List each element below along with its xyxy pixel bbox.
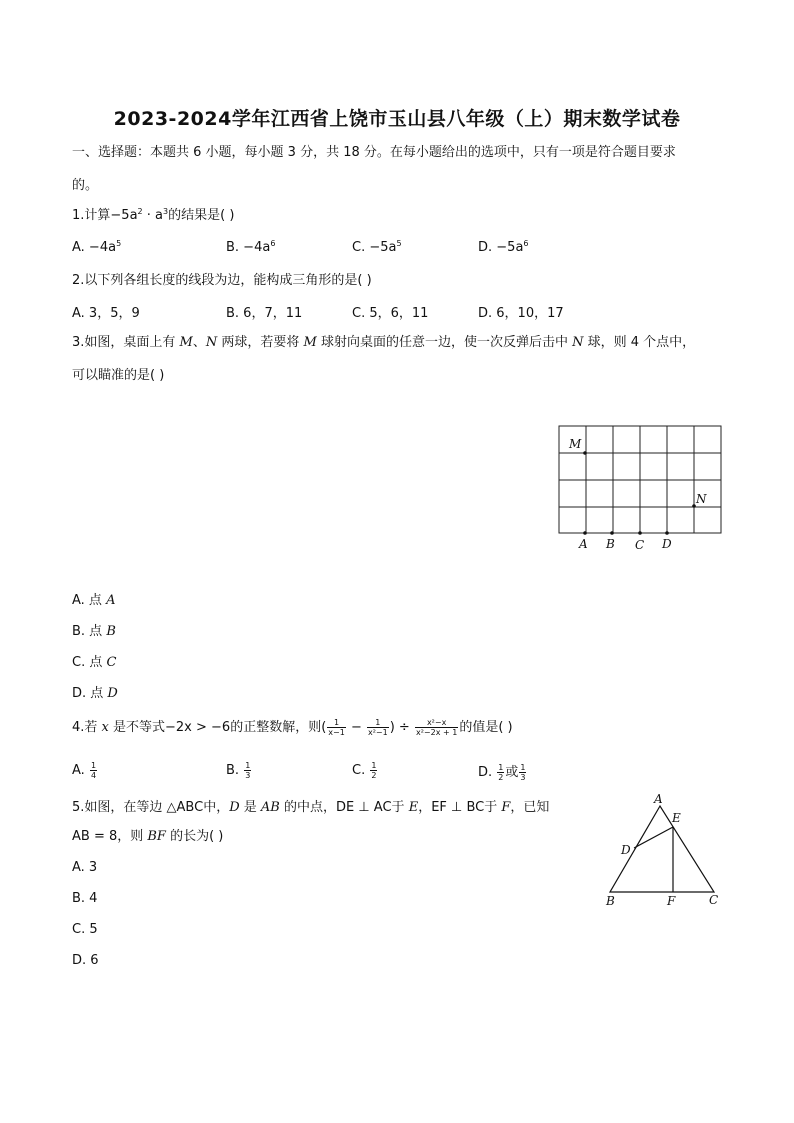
- label-a: A: [579, 537, 588, 551]
- q5-option-c[interactable]: C. 5: [72, 922, 98, 937]
- q3-option-c[interactable]: C. 点 C: [72, 655, 117, 670]
- section-one-heading: 一、选择题：本题共 6 小题，每小题 3 分，共 18 分。在每小题给出的选项中，只有一项是符合题目要求: [72, 145, 676, 160]
- q4-option-c[interactable]: C. $\frac{1}{2}$: [352, 761, 377, 780]
- point-d: [665, 531, 669, 535]
- point-c: [638, 531, 642, 535]
- q1-option-d[interactable]: D. $-5a^6$: [478, 239, 529, 255]
- question-3-cont: 可以瞄准的是( ): [72, 368, 165, 383]
- label-m: M: [569, 437, 582, 451]
- q4-option-d[interactable]: D. $\frac{1}{2}$ 或 $\frac{1}{3}$: [478, 763, 526, 782]
- label-b: B: [606, 537, 615, 551]
- segment-de: [634, 827, 673, 848]
- grid-lines: [559, 426, 721, 533]
- q4-option-b[interactable]: B. $\frac{1}{3}$: [226, 761, 251, 780]
- q3-option-a[interactable]: A. 点 A: [72, 593, 116, 608]
- label-e: E: [672, 811, 681, 825]
- label-f: F: [667, 894, 676, 908]
- question-4: 4.若 x 是不等式−2x > −6的正整数解，则( $\frac{1}{x-1}$ − $\frac{1}{\text{x²−1}}$ ) ÷ $\frac{\text{x²−x}}{\text{x²−2x + 1}}$ 的值是( ): [72, 718, 513, 737]
- q2-option-c[interactable]: C. 5，6，11: [352, 306, 429, 321]
- question-1: 1.计算$-5a^2 \cdot a^3$的结果是( ): [72, 207, 235, 223]
- question-3: 3.如图，桌面上有 M、N 两球，若要将 M 球射向桌面的任意一边，使一次反弹后击中 N 球，则 4 个点中，: [72, 335, 696, 350]
- label-a: A: [654, 792, 663, 806]
- q1-option-a[interactable]: A. $-4a^5$: [72, 239, 122, 255]
- section-one-heading-cont: 的。: [72, 178, 99, 193]
- question-5-cont: AB = 8，则 BF 的长为( ): [72, 829, 224, 844]
- q3-option-b[interactable]: B. 点 B: [72, 624, 116, 639]
- label-d: D: [662, 537, 672, 551]
- label-c: C: [709, 893, 719, 907]
- q2-option-a[interactable]: A. 3，5，9: [72, 306, 140, 321]
- point-m: [583, 451, 587, 455]
- q2-option-d[interactable]: D. 6，10，17: [478, 306, 564, 321]
- fraction-3: $\frac{\text{x²−x}}{\text{x²−2x + 1}}$: [415, 718, 458, 737]
- label-c: C: [635, 538, 645, 552]
- q5-option-d[interactable]: D. 6: [72, 953, 99, 968]
- label-n: N: [696, 492, 707, 506]
- equilateral-triangle-figure: [598, 790, 728, 912]
- q4-option-a[interactable]: A. $\frac{1}{4}$: [72, 761, 97, 780]
- point-b: [610, 531, 614, 535]
- q2-option-b[interactable]: B. 6，7，11: [226, 306, 303, 321]
- question-5: 5.如图，在等边 △ABC中，D 是 AB 的中点，DE ⊥ AC于 E，EF ⊥ BC于 F，已知: [72, 800, 550, 815]
- q5-option-a[interactable]: A. 3: [72, 860, 98, 875]
- q3-option-d[interactable]: D. 点 D: [72, 686, 118, 701]
- label-d: D: [621, 843, 631, 857]
- q5-option-b[interactable]: B. 4: [72, 891, 98, 906]
- q1-option-b[interactable]: B. $-4a^6$: [226, 239, 276, 255]
- question-2: 2.以下列各组长度的线段为边，能构成三角形的是( ): [72, 273, 372, 288]
- fraction-1: $\frac{1}{x-1}$: [328, 718, 345, 737]
- point-a: [583, 531, 587, 535]
- exam-title: 2023-2024学年江西省上饶市玉山县八年级（上）期末数学试卷: [113, 108, 681, 130]
- q1-option-c[interactable]: C. $-5a^5$: [352, 239, 402, 255]
- billiard-grid-figure: [552, 420, 732, 560]
- fraction-2: $\frac{1}{\text{x²−1}}$: [367, 718, 388, 737]
- label-b: B: [606, 894, 615, 908]
